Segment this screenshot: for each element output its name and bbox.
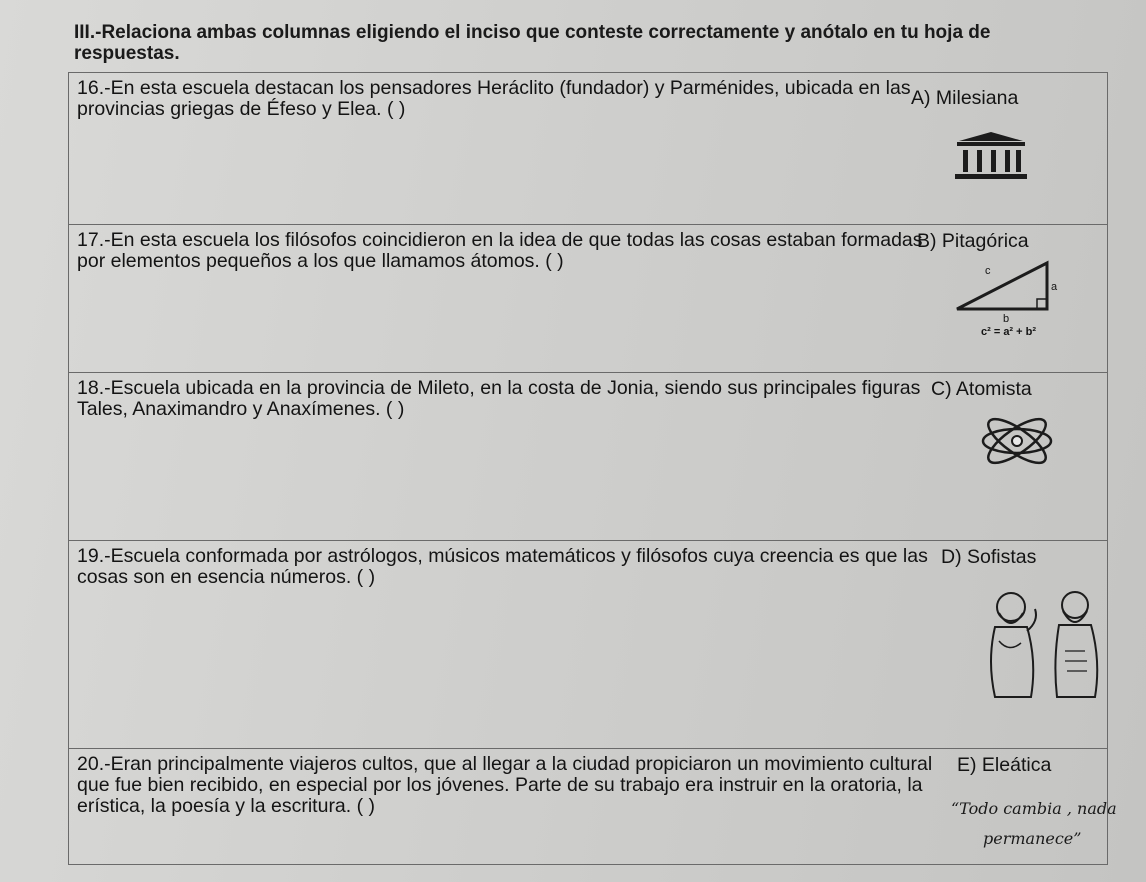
table-row (69, 748, 1117, 865)
side-c-label: c (985, 265, 991, 277)
side-a-label: a (1051, 281, 1058, 293)
option-b-label: B) Pitagórica (917, 230, 1029, 252)
philosophers-illustration (973, 581, 1107, 699)
question-18: 18.-Escuela ubicada en la provincia de Mileto, en la costa de Jonia, siendo sus principales figuras Tales, Anaximandro y Anaxímenes. ( ) (77, 377, 921, 420)
table-row (69, 72, 1107, 225)
option-c-label: C) Atomista (931, 378, 1032, 400)
question-17: 17.-En esta escuela los filósofos coincidieron en la idea de que todas las cosas estaban formadas por elementos pequeños a los que llamamos átomos. ( ) (77, 229, 923, 272)
question-16: 16.-En esta escuela destacan los pensadores Heráclito (fundador) y Parménides, ubicada en las provincias griegas de Éfeso y Elea. ( ) (77, 77, 911, 120)
greek-temple-icon (953, 131, 1029, 181)
option-e-quote-line2: permanece” (983, 829, 1082, 848)
option-e-quote-line1: “Todo cambia , nada (951, 799, 1117, 818)
table-row (69, 372, 1107, 541)
option-d-label: D) Sofistas (941, 546, 1037, 568)
matching-table (68, 72, 1117, 865)
table-row (69, 224, 1107, 373)
pythagoras-formula: c² = a² + b² (981, 326, 1037, 338)
table-row (69, 540, 1107, 749)
question-20: 20.-Eran principalmente viajeros cultos, que al llegar a la ciudad propiciaron un movimiento cultural que fue bien recibido, en especial por los jóvenes. Parte de su trabajo era instruir en la oratoria, la erística, la poesía y la escritura. ( ) (77, 753, 933, 817)
side-b-label: b (1003, 313, 1010, 325)
option-a-label: A) Milesiana (911, 87, 1019, 109)
option-e-label: E) Eleática (957, 754, 1052, 776)
instructions-heading: III.-Relaciona ambas columnas eligiendo el inciso que conteste correctamente y anótalo en tu hoja de respuestas. (74, 22, 991, 64)
right-triangle-icon (953, 259, 1053, 314)
question-19: 19.-Escuela conformada por astrólogos, músicos matemáticos y filósofos cuya creencia es que las cosas son en esencia números. ( ) (77, 545, 928, 588)
atom-icon (979, 409, 1055, 473)
